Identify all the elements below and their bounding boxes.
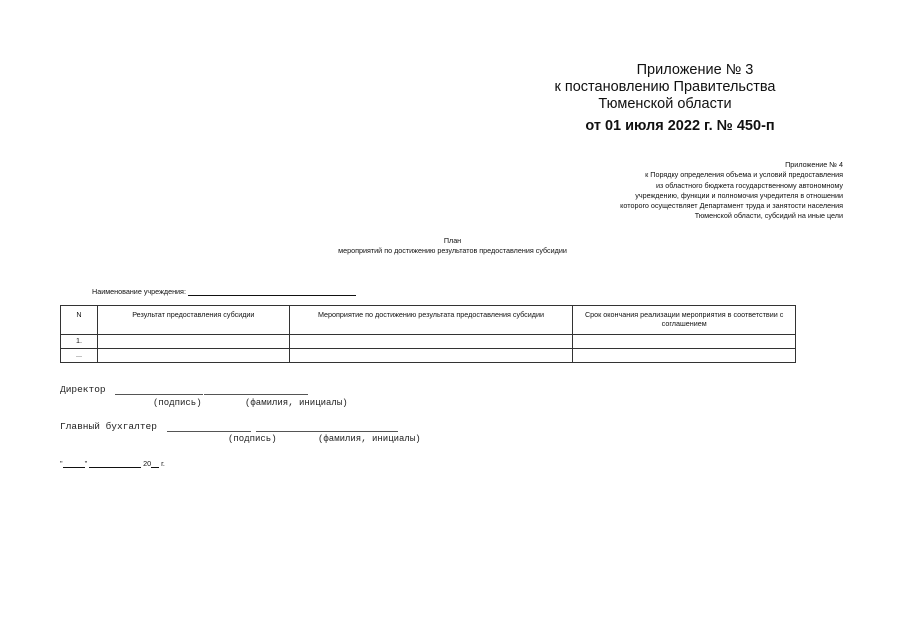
- director-name-line[interactable]: [204, 384, 308, 395]
- resolution-date-number: от 01 июля 2022 г. № 450-п: [585, 118, 775, 134]
- appendix-4-line: из областного бюджета государственному автономному: [655, 180, 843, 190]
- region-name: Тюменской области: [598, 96, 732, 112]
- column-header-number: N: [61, 306, 98, 335]
- appendix-4-line: к Порядку определения объема и условий предоставления: [645, 170, 843, 180]
- appendix-4-block: [563, 160, 843, 222]
- table-cell-number: 1.: [61, 335, 98, 349]
- table-cell[interactable]: [573, 335, 796, 349]
- table-cell[interactable]: [97, 335, 289, 349]
- accountant-sign-line[interactable]: [167, 421, 251, 432]
- accountant-label: Главный бухгалтер: [60, 421, 157, 432]
- director-sign-line[interactable]: [115, 384, 203, 395]
- appendix-number: Приложение № 3: [636, 62, 754, 78]
- year-suffix: г.: [161, 459, 165, 468]
- table-cell[interactable]: [573, 349, 796, 363]
- resolution-reference: к постановлению Правительства: [554, 79, 776, 95]
- appendix-4-line: которого осуществляет Департамент труда и занятости населения: [620, 201, 843, 211]
- director-signature-line: [60, 384, 308, 395]
- table-header-row: [61, 306, 796, 335]
- plan-subtitle: мероприятий по достижению результатов предоставления субсидии: [338, 246, 567, 255]
- appendix-4-line: Приложение № 4: [785, 160, 843, 169]
- year-blank[interactable]: [151, 460, 159, 468]
- appendix-4-line: учреждению, функции и полномочия учредителя в отношении: [635, 190, 843, 200]
- director-label: Директор: [60, 384, 106, 395]
- plan-title: План: [443, 236, 462, 245]
- director-sign-caption: (подпись): [153, 398, 202, 408]
- accountant-name-line[interactable]: [256, 421, 398, 432]
- day-blank[interactable]: [63, 460, 85, 468]
- year-prefix: 20: [143, 459, 152, 468]
- date-close-quote: ": [84, 459, 88, 468]
- table-cell[interactable]: [289, 335, 573, 349]
- appendix-3-header: [540, 62, 790, 135]
- month-blank[interactable]: [89, 460, 141, 468]
- column-header-result: Результат предоставления субсидии: [97, 306, 289, 335]
- plan-table: [60, 305, 796, 363]
- plan-title-block: [0, 236, 905, 256]
- director-name-caption: (фамилия, инициалы): [245, 398, 348, 408]
- table-row: [61, 349, 796, 363]
- date-open-quote: ": [60, 459, 63, 468]
- institution-name-line[interactable]: [188, 287, 356, 296]
- accountant-sign-caption: (подпись): [228, 434, 277, 444]
- table-cell[interactable]: [97, 349, 289, 363]
- appendix-4-line: Тюменской области, субсидий на иные цели: [694, 211, 843, 221]
- column-header-deadline: Срок окончания реализации мероприятия в соответствии с соглашением: [573, 306, 796, 335]
- table-row: [61, 335, 796, 349]
- accountant-name-caption: (фамилия, инициалы): [318, 434, 421, 444]
- institution-label: Наименование учреждения:: [92, 287, 186, 296]
- column-header-activity: Мероприятие по достижению результата предоставления субсидии: [289, 306, 573, 335]
- date-line: [60, 459, 165, 468]
- accountant-signature-line: [60, 421, 398, 432]
- institution-name-field: [92, 287, 356, 296]
- table-cell-number: ...: [61, 349, 98, 363]
- table-cell[interactable]: [289, 349, 573, 363]
